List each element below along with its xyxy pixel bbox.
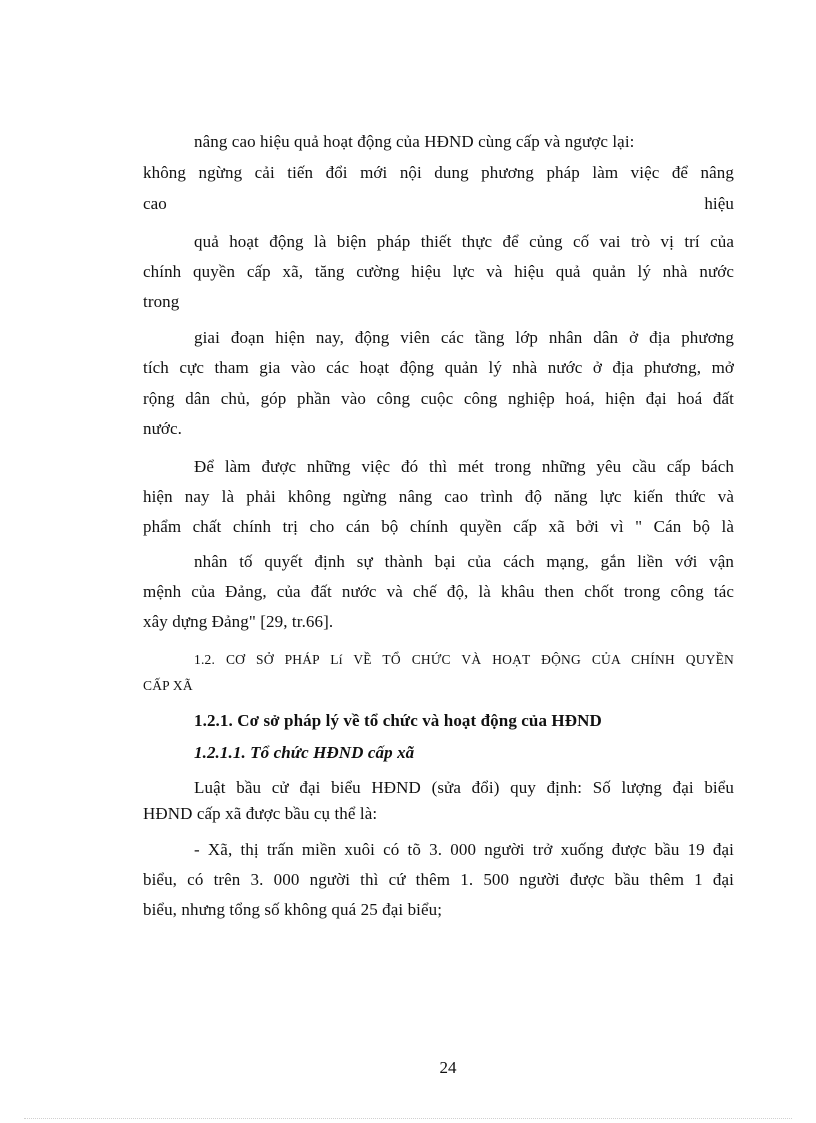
paragraph-4-line-1: Để làm được những việc đó thì mét trong những yêu cầu cấp bách: [194, 457, 734, 476]
bullet-1-line-2: biểu, có trên 3. 000 người thì cứ thêm 1. 500 người được bầu thêm 1 đại: [143, 870, 734, 889]
paragraph-2-line-3: trong: [143, 292, 180, 311]
text-span: nâng cao hiệu quả hoạt động của HĐND cùng cấp và ngược lại:: [194, 132, 635, 151]
paragraph-3-line-1: giai đoạn hiện nay, động viên các tầng lớp nhân dân ở địa phương: [194, 328, 734, 347]
paragraph-4-line-3: phẩm chất chính trị cho cán bộ chính quyền cấp xã bởi vì " Cán bộ là: [143, 517, 734, 536]
paragraph-6-line-1: Luật bầu cử đại biểu HĐND (sửa đổi) quy định: Số lượng đại biểu: [194, 778, 734, 797]
text-left: cao: [143, 194, 167, 213]
paragraph-3-line-2: tích cực tham gia vào các hoạt động quản lý nhà nước ở địa phương, mở: [143, 358, 734, 377]
paragraph-1-line-2: không ngừng cải tiến đổi mới nội dung phương pháp làm việc để nâng: [143, 163, 734, 182]
paragraph-4-line-2: hiện nay là phải không ngừng nâng cao trình độ năng lực kiến thức và: [143, 487, 734, 506]
section-heading-1-2-line-2: CẤP XÃ: [143, 678, 193, 693]
page-bottom-rule: [24, 1118, 792, 1119]
text-right: hiệu: [704, 194, 734, 213]
paragraph-2-line-2: chính quyền cấp xã, tăng cường hiệu lực và hiệu quả quản lý nhà nước: [143, 262, 734, 281]
paragraph-3-line-4: nước.: [143, 419, 182, 438]
section-heading-1-2-1-1: 1.2.1.1. Tổ chức HĐND cấp xã: [194, 743, 415, 762]
paragraph-5-line-1: nhân tố quyết định sự thành bại của cách mạng, gắn liền với vận: [194, 552, 734, 571]
paragraph-5-line-3: xây dựng Đảng" [29, tr.66].: [143, 612, 334, 631]
paragraph-5-line-2: mệnh của Đảng, của đất nước và chế độ, là khâu then chốt trong công tác: [143, 582, 734, 601]
section-heading-1-2-1: 1.2.1. Cơ sở pháp lý về tổ chức và hoạt động của HĐND: [194, 711, 602, 730]
paragraph-3-line-3: rộng dân chủ, góp phần vào công cuộc công nghiệp hoá, hiện đại hoá đất: [143, 389, 734, 408]
paragraph-2-line-1: quả hoạt động là biện pháp thiết thực để củng cố vai trò vị trí của: [194, 232, 734, 251]
paragraph-1-line-1: [194, 131, 734, 153]
paragraph-6-line-2: HĐND cấp xã được bầu cụ thể là:: [143, 804, 378, 823]
section-heading-1-2-line-1: 1.2. CƠ SỞ PHÁP Lí VỀ TỔ CHỨC VÀ HOẠT ĐỘNG CỦA CHÍNH QUYỀN: [194, 652, 734, 667]
page-number: 24: [439, 1058, 457, 1077]
bullet-1-line-1: - Xã, thị trấn miền xuôi có tõ 3. 000 người trở xuống được bầu 19 đại: [194, 840, 734, 859]
bullet-1-line-3: biểu, nhưng tổng số không quá 25 đại biểu;: [143, 900, 443, 919]
paragraph-1-line-3: [143, 193, 734, 215]
